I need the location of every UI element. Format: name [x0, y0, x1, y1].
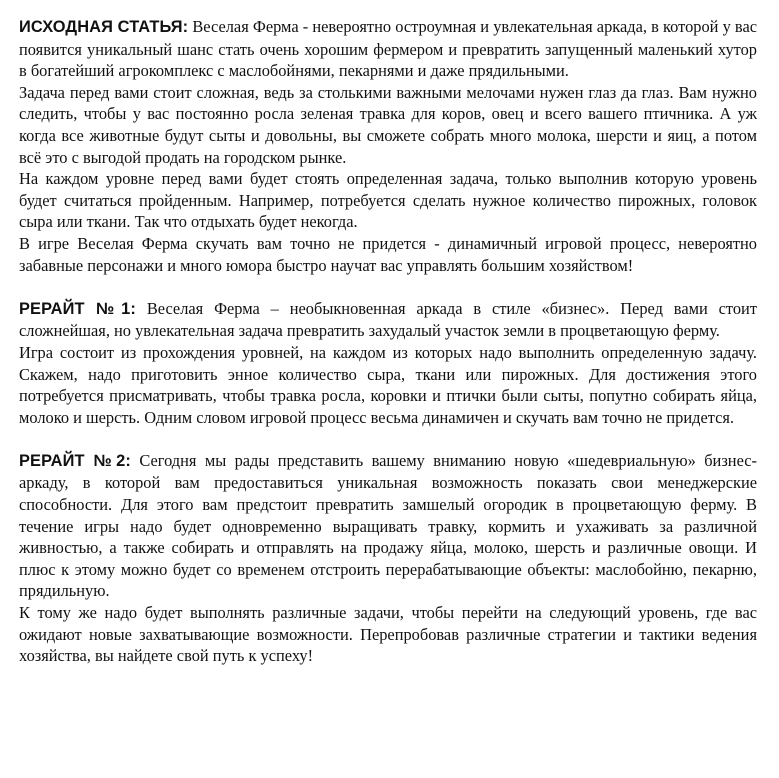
rewrite-1-paragraph-2: Игра состоит из прохождения уровней, на каждом из которых надо выполнить определенную задачу. Скажем, надо приготовить энное количество сыра, ткани или пирожных. Для достижения этого потребуется присматривать, чтобы травка росла, коровки и птички были сыты, попутно собирать яйца, молоко и шерсть. Одним словом игровой процесс весьма динамичен и скучать вам точно не придется. — [19, 342, 757, 427]
original-paragraph-3: На каждом уровне перед вами будет стоять определенная задача, только выполнив которую уровень будет считаться пройденным. Например, потребуется сделать нужное количество пирожных, головок сыра или ткани. Так что отдыхать будет некогда. — [19, 169, 757, 232]
rewrite-1-paragraph-1-text: Веселая Ферма – необыкновенная аркада в стиле «бизнес». Перед вами стоит сложнейшая, но увлекательная задача превратить захудалый участок земли в процветающую ферму. — [19, 298, 757, 341]
rewrite-1-paragraph-1 — [19, 298, 757, 342]
original-paragraph-2: Задача перед вами стоит сложная, ведь за столькими важными мелочами нужен глаз да глаз. Вам нужно следить, чтобы у вас постоянно росла зеленая травка для коров, овец и всего вашего птичника. А уж когда все животные будут сыты и довольны, вы сможете собрать много молока, шерсти и яиц, а потом всё это с выгодой продать на городском рынке. — [19, 82, 757, 167]
rewrite-2-section — [19, 450, 757, 667]
original-article-label: ИСХОДНАЯ СТАТЬЯ: — [19, 18, 189, 36]
rewrite-2-paragraph-1 — [19, 450, 757, 602]
original-paragraph-1-text: Веселая Ферма - невероятно остроумная и увлекательная аркада, в которой у вас появится уникальный шанс стать очень хорошим фермером и превратить запущенный маленький хутор в богатейший агрокомплекс с маслобойнями, пекарнями и даже прядильными. — [19, 17, 757, 81]
rewrite-2-paragraph-2: К тому же надо будет выполнять различные задачи, чтобы перейти на следующий уровень, где вас ожидают новые захватывающие возможности. Перепробовав различные стратегии и тактики ведения хозяйства, вы найдете свой путь к успеху! — [19, 603, 757, 666]
original-paragraph-4: В игре Веселая Ферма скучать вам точно не придется - динамичный игровой процесс, невероятно забавные персонажи и много юмора быстро научат вас управлять большим хозяйством! — [19, 233, 757, 275]
rewrite-1-label: РЕРАЙТ №1: — [19, 299, 136, 318]
original-article-section — [19, 16, 757, 276]
rewrite-2-label: РЕРАЙТ №2: — [19, 451, 131, 470]
original-paragraph-1 — [19, 16, 757, 82]
rewrite-1-section — [19, 298, 757, 429]
rewrite-2-paragraph-1-text: Сегодня мы рады представить вашему вниманию новую «шедевриальную» бизнес-аркаду, в которой вам предоставиться уникальная возможность показать свои менеджерские способности. Для этого вам предстоит превратить замшелый огородик в процветающую ферму. В течение игры надо будет одновременно выращивать травку, кормить и ухаживать за различной живностью, а также собирать и отправлять на продажу яйца, молоко, шерсть и различные овощи. И плюс к этому можно будет со временем отстроить перерабатывающие объекты: маслобойню, пекарню, прядильную. — [19, 450, 757, 601]
